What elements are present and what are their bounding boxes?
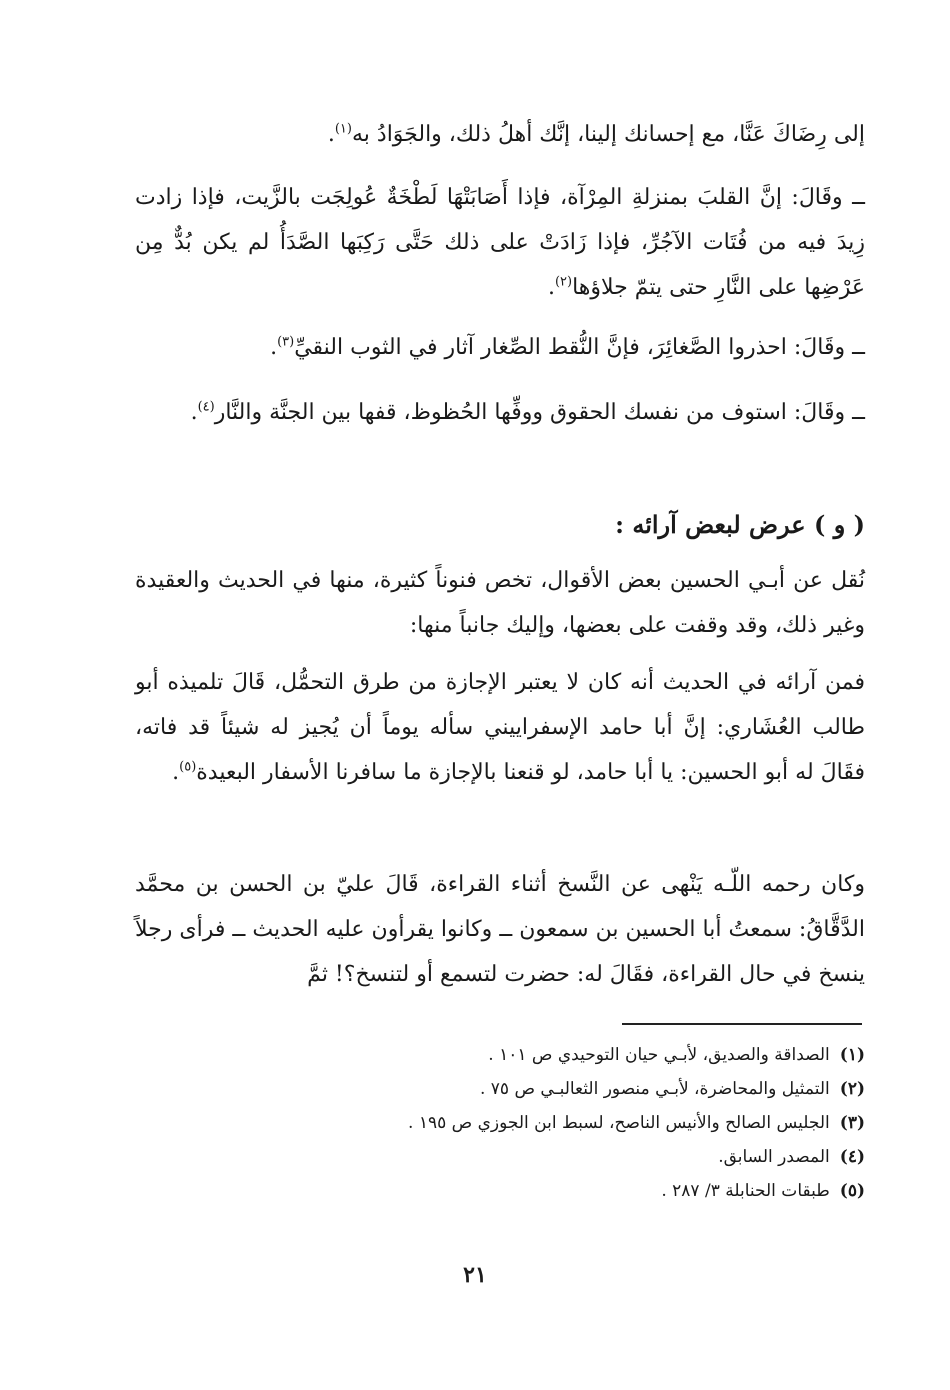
paragraph-end: . [172,760,180,785]
footnote-text: التمثيل والمحاضرة، لأبـي منصور الثعالبـي ص ٧٥ . [479,1079,830,1099]
footnote-marker[interactable]: (٢) [554,274,573,290]
footnote-number: (٥) [839,1181,865,1201]
footnote-marker[interactable]: (٥) [179,759,197,775]
paragraph-ijaza-view [135,660,865,795]
footnotes-list [135,1038,865,1208]
footnote-number: (٤) [839,1147,865,1167]
footnote-number: (٢) [839,1079,865,1099]
footnote-text: الجليس الصالح والأنيس الناصح، لسبط ابن الجوزي ص ١٩٥ . [408,1113,830,1133]
paragraph-copying-during-reading [135,862,865,997]
section-heading: ( و ) عرض لبعض آرائه : [615,510,865,539]
paragraph-text: وكان رحمه اللّـه يَنْهى عن النَّسخ أثناء القراءة، قَالَ عليّ بن الحسن بن محمَّد الدَّقَّاقُ: سمعتُ أبا الحسين بن سمعون ــ وكانوا يقرأون عليه الحديث ــ فرأى رجلاً ينسخ في حال القراءة، فقَالَ له: حضرت لتسمع أو لتنسخ؟! ثمَّ [135,872,865,987]
footnote-divider [622,1023,862,1025]
paragraph-end: . [270,335,278,360]
paragraph-heart-mirror-saying [135,175,865,310]
paragraph-end: . [547,275,555,300]
paragraph-closing-prayer [135,112,865,157]
paragraph-text: ــ وقَالَ: إنَّ القلبَ بمنزلةِ المِرْآة، فإذا أَصَابَتْهَا لَطْخَةٌ عُولِجَت بالزَّيت، فإذا زادت زِيدَ فيه من فُتَات الآجُرِّ، فإذا زَادَتْ على ذلك حَتَّى رَكِبَها الصَّدَأُ لم يكن بُدٌّ مِن عَرْضِها على النَّارِ حتى يتمّ جلاؤها [135,185,865,300]
paragraph-end: . [190,400,198,425]
paragraph-text: فمن آرائه في الحديث أنه كان لا يعتبر الإجازة من طرق التحمُّل، قَالَ تلميذه أبو طالب العُشَاري: إنَّ أبا حامد الإسفراييني سأله يوماً أن يُجيز له شيئاً قد فاته، فقَالَ له أبو الحسين: يا أبا حامد، لو قنعنا بالإجازة ما سافرنا الأسفار البعيدة [135,670,865,785]
footnote-text: الصداقة والصديق، لأبـي حيان التوحيدي ص ١٠١ . [488,1045,830,1065]
paragraph-text: إلى رِضَاكَ عَنَّا، مع إحسانك إلينا، إنَّك أهلُ ذلك، والجَوَادُ به [351,122,865,147]
footnote-item [135,1106,865,1140]
footnote-marker[interactable]: (٣) [277,334,295,350]
paragraph-small-sins-saying [135,325,865,370]
footnote-marker[interactable]: (١) [334,121,352,137]
footnote-text: المصدر السابق. [718,1147,830,1167]
page-number: ٢١ [463,1262,487,1288]
footnote-item [135,1174,865,1208]
paragraph-views-intro [135,558,865,648]
paragraph-text: نُقل عن أبـي الحسين بعض الأقوال، تخص فنوناً كثيرة، منها في الحديث والعقيدة وغير ذلك، وقد وقفت على بعضها، وإليك جانباً منها: [135,568,865,638]
footnote-item [135,1140,865,1174]
footnote-item [135,1038,865,1072]
paragraph-text: ــ وقَالَ: احذروا الصَّغائِرَ، فإنَّ النُّقط الصِّغار آثار في الثوب النقيِّ [294,335,865,360]
paragraph-end: . [327,122,335,147]
footnote-text: طبقات الحنابلة ٣/ ٢٨٧ . [661,1181,830,1201]
paragraph-text: ــ وقَالَ: استوف من نفسك الحقوق ووفِّها الحُظوظ، قفها بين الجنَّة والنَّار [214,400,865,425]
footnote-item [135,1072,865,1106]
footnote-number: (٣) [839,1113,865,1133]
footnote-number: (١) [839,1045,865,1065]
paragraph-rights-saying [135,390,865,435]
footnote-marker[interactable]: (٤) [197,399,215,415]
